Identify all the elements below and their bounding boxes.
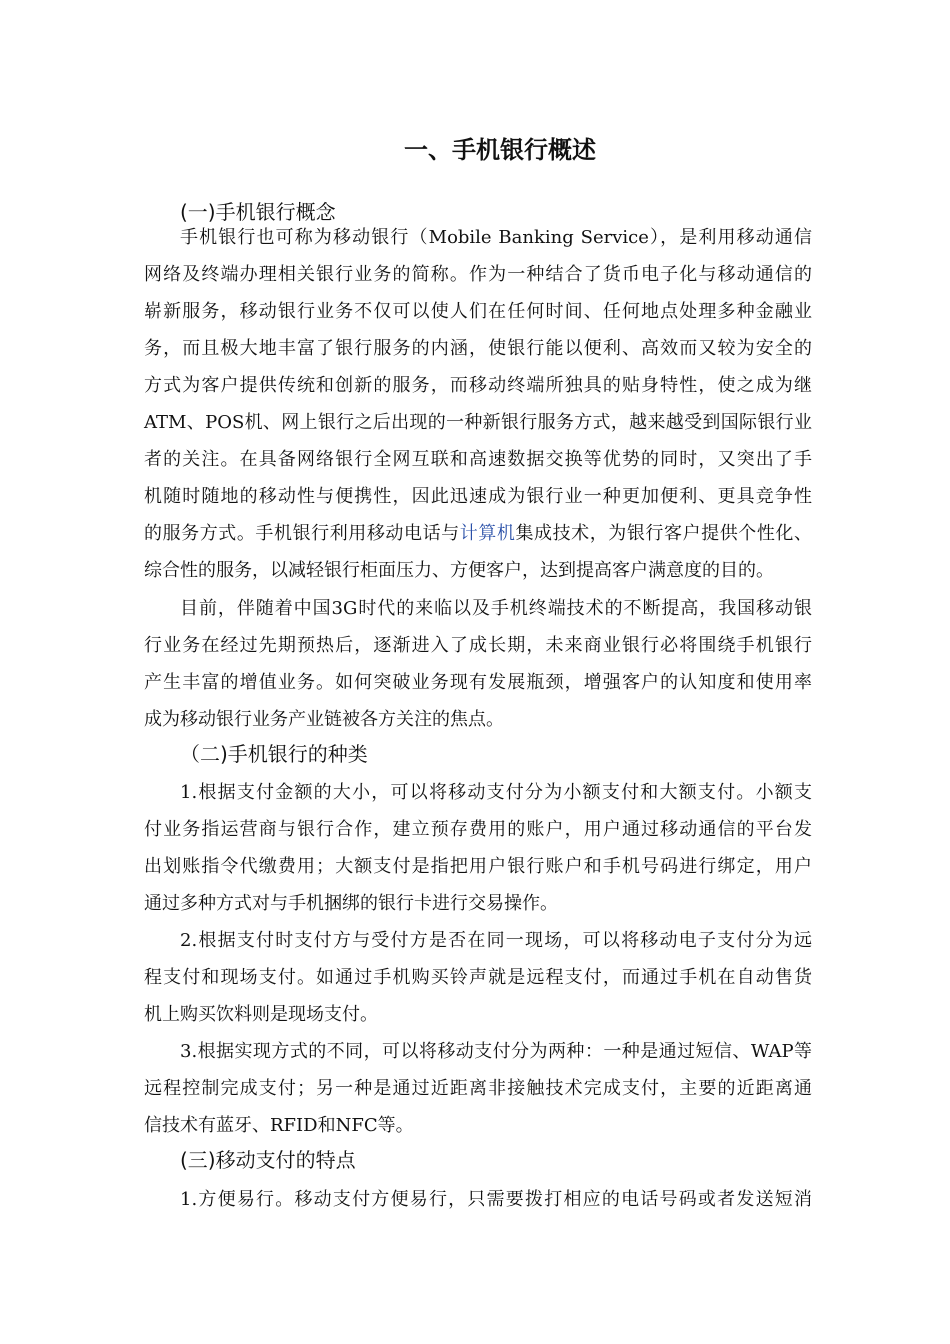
paragraph-line: 出划账指令代缴费用；大额支付是指把用户银行账户和手机号码进行绑定，用户 xyxy=(144,856,812,877)
paragraph-line: 机上购买饮料则是现场支付。 xyxy=(144,1004,378,1025)
paragraph-line: 行业务在经过先期预热后，逐渐进入了成长期，未来商业银行必将围绕手机银行 xyxy=(144,635,812,656)
paragraph-line: 产生丰富的增值业务。如何突破业务现有发展瓶颈，增强客户的认知度和使用率 xyxy=(144,672,812,693)
paragraph-line: 通过多种方式对与手机捆绑的银行卡进行交易操作。 xyxy=(144,893,558,914)
paragraph-line: 机随时随地的移动性与便携性，因此迅速成为银行业一种更加便利、更具竞争性 xyxy=(144,486,812,507)
paragraph-line: 信技术有蓝牙、RFID和NFC等。 xyxy=(144,1115,414,1136)
paragraph-line xyxy=(144,520,812,548)
paragraph-line: 务，而且极大地丰富了银行服务的内涵，使银行能以便利、高效而又较为安全的 xyxy=(144,338,812,359)
section-heading-features: (三)移动支付的特点 xyxy=(180,1148,356,1172)
paragraph-line: 成为移动银行业务产业链被各方关注的焦点。 xyxy=(144,709,504,730)
paragraph-line: 2.根据支付时支付方与受付方是否在同一现场，可以将移动电子支付分为远 xyxy=(180,930,812,951)
paragraph-line: 3.根据实现方式的不同，可以将移动支付分为两种：一种是通过短信、WAP等 xyxy=(180,1041,812,1062)
page-title: 一、手机银行概述 xyxy=(404,136,596,164)
paragraph-line: 手机银行也可称为移动银行（Mobile Banking Service），是利用移动通信 xyxy=(180,227,812,248)
paragraph-line: 者的关注。在具备网络银行全网互联和高速数据交换等优势的同时，又突出了手 xyxy=(144,449,812,470)
section-heading-concept: (一)手机银行概念 xyxy=(180,200,336,224)
paragraph-line: 程支付和现场支付。如通过手机购买铃声就是远程支付，而通过手机在自动售货 xyxy=(144,967,812,988)
paragraph-line: 1.根据支付金额的大小，可以将移动支付分为小额支付和大额支付。小额支 xyxy=(180,782,812,803)
paragraph-line: 崭新服务，移动银行业务不仅可以使人们在任何时间、任何地点处理多种金融业 xyxy=(144,301,812,322)
paragraph-line: 目前，伴随着中国3G时代的来临以及手机终端技术的不断提高，我国移动银 xyxy=(180,598,812,619)
computer-link[interactable]: 计算机 xyxy=(459,523,516,544)
paragraph-line: 付业务指运营商与银行合作，建立预存费用的账户，用户通过移动通信的平台发 xyxy=(144,819,812,840)
paragraph-line: ATM、POS机、网上银行之后出现的一种新银行服务方式，越来越受到国际银行业 xyxy=(144,412,812,433)
paragraph-line: 方式为客户提供传统和创新的服务，而移动终端所独具的贴身特性，使之成为继 xyxy=(144,375,812,396)
line-text-before: 的服务方式。手机银行利用移动电话与 xyxy=(144,523,460,544)
paragraph-line: 1.方便易行。移动支付方便易行，只需要拨打相应的电话号码或者发送短消 xyxy=(180,1189,812,1210)
paragraph-line: 远程控制完成支付；另一种是通过近距离非接触技术完成支付，主要的近距离通 xyxy=(144,1078,812,1099)
section-heading-types: （二)手机银行的种类 xyxy=(180,742,368,766)
line-text-after: 集成技术，为银行客户提供个性化、 xyxy=(515,523,813,544)
paragraph-line: 网络及终端办理相关银行业务的简称。作为一种结合了货币电子化与移动通信的 xyxy=(144,264,812,285)
paragraph-line: 综合性的服务，以减轻银行柜面压力、方便客户，达到提高客户满意度的目的。 xyxy=(144,560,774,581)
